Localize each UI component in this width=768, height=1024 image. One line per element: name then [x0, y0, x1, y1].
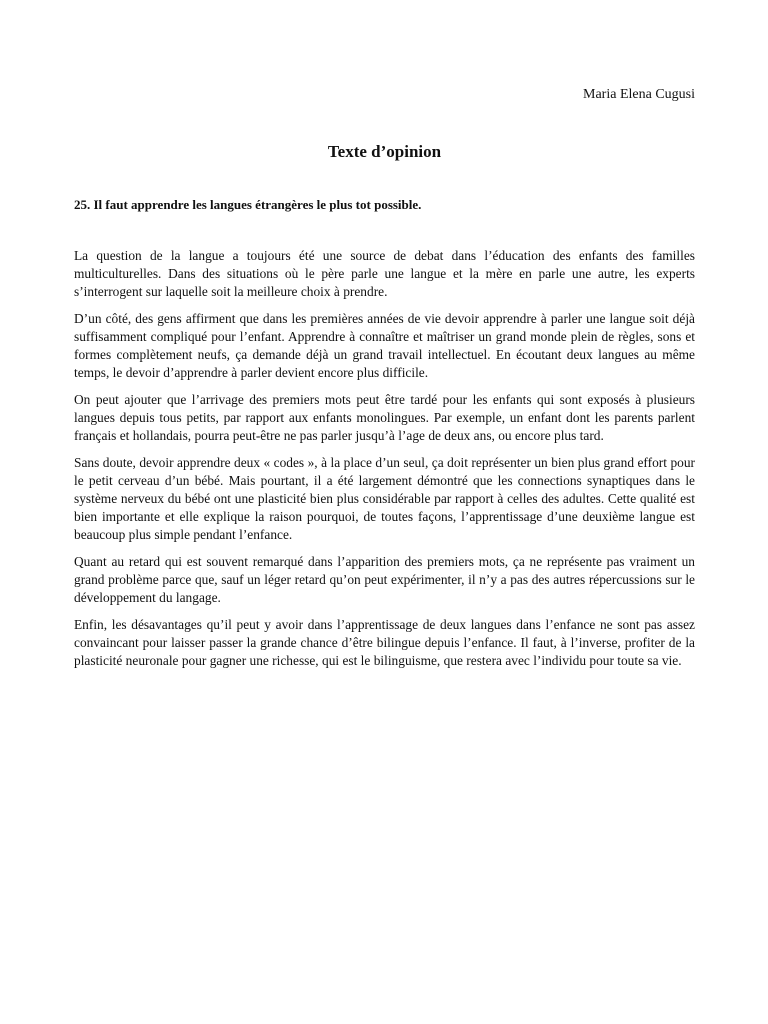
paragraph-6: Enfin, les désavantages qu’il peut y avoir dans l’apprentissage de deux langues dans l’enfance ne sont pas assez convaincant pour laisser passer la grande chance d’être bilingue depuis l’enfance. Il faut, à l’inverse, profiter de la plasticité neuronale pour gagner une richesse, qui est le bilinguisme, que restera avec l’individu pour toute sa vie. [74, 617, 695, 668]
paragraph-3: On peut ajouter que l’arrivage des premiers mots peut être tardé pour les enfants qui sont exposés à plusieurs langues depuis tous petits, par rapport aux enfants monolingues. Par exemple, un enfant dont les parents parlent français et hollandais, pourra peut-être ne pas parler jusqu’à l’age de deux ans, ou encore plus tard. [74, 392, 695, 443]
author-name: Maria Elena Cugusi [583, 87, 695, 102]
essay-body [74, 247, 695, 679]
paragraph-1: La question de la langue a toujours été une source de debat dans l’éducation des enfants des familles multiculturelles. Dans des situations où le père parle une langue et la mère en parle une autre, les experts s’interrogent sur laquelle soit la meilleure choix à prendre. [74, 248, 695, 299]
paragraph-4: Sans doute, devoir apprendre deux « codes », à la place d’un seul, ça doit représenter un bien plus grand effort pour le petit cerveau d’un bébé. Mais pourtant, il a été largement démontré que les connections synaptiques dans le système nerveux du bébé ont une plasticité bien plus considérable par rapport à celles des adultes. Cette qualité est bien importante et elle explique la raison pourquoi, de toutes façons, l’apprentissage d’une deuxième langue est beaucoup plus simple pendant l’enfance. [74, 455, 695, 542]
paragraph-5: Quant au retard qui est souvent remarqué dans l’apparition des premiers mots, ça ne représente pas vraiment un grand problème parce que, sauf un léger retard qu’on peut expérimenter, il n’y a pas des autres répercussions sur le développement du langage. [74, 554, 695, 605]
paragraph-2: D’un côté, des gens affirment que dans les premières années de vie devoir apprendre à parler une langue soit déjà suffisamment compliqué pour l’enfant. Apprendre à connaître et maîtriser un grand monde plein de règles, sons et formes complètement neufs, ça demande déjà un grand travail intellectuel. En écoutant deux langues au même temps, le devoir d’apprendre à parler devient encore plus difficile. [74, 311, 695, 380]
essay-subject: 25. Il faut apprendre les langues étrangères le plus tot possible. [74, 197, 422, 212]
document-title: Texte d’opinion [327, 142, 442, 161]
